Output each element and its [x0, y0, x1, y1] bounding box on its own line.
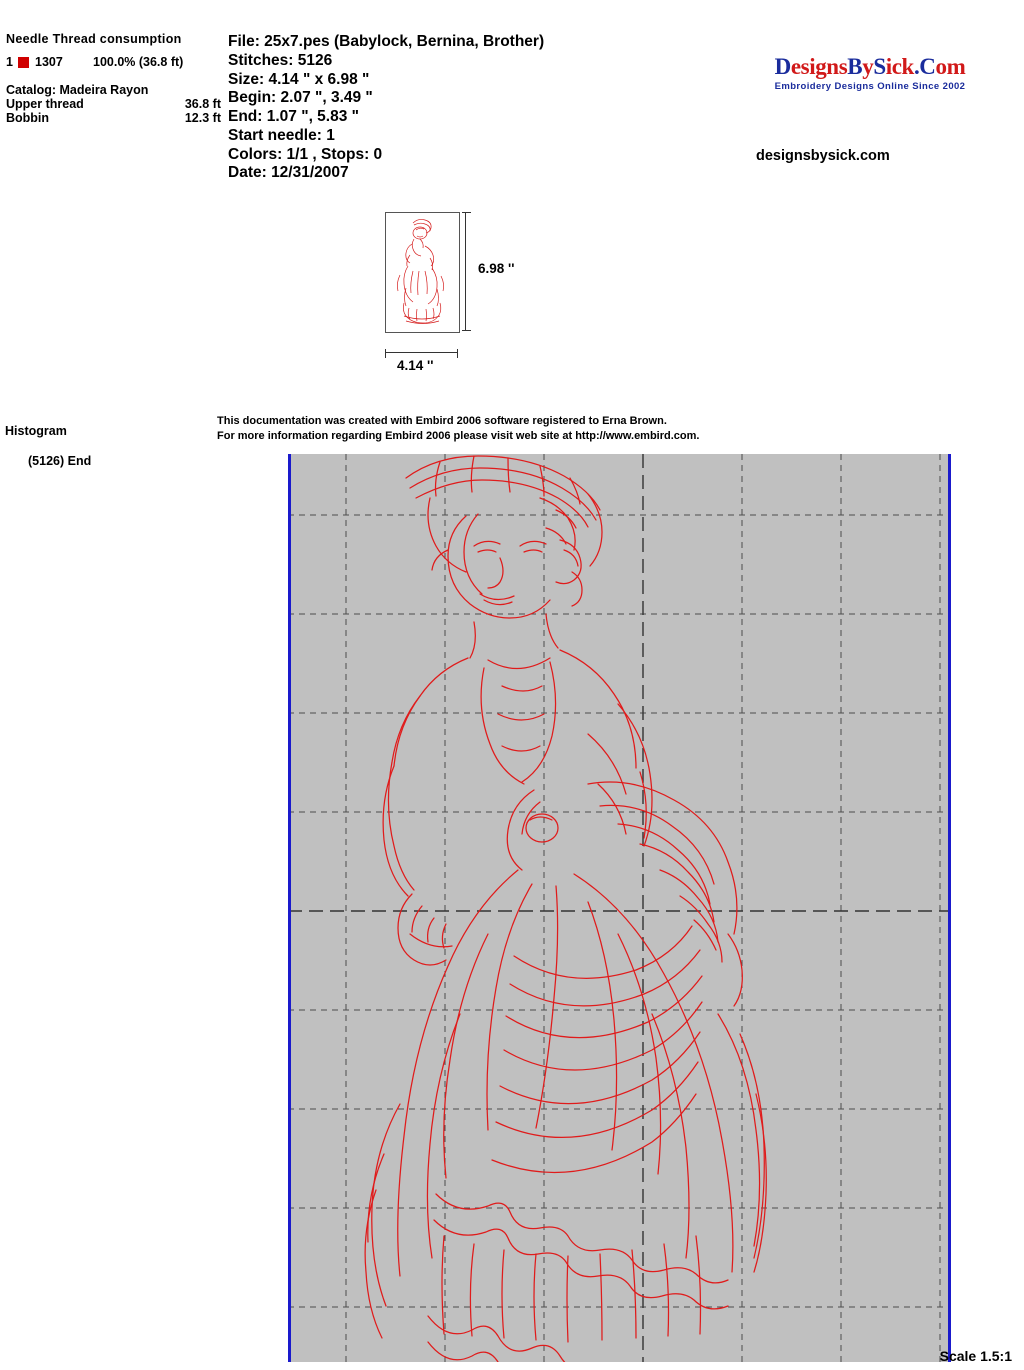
scale-label: Scale 1.5:1 [939, 1348, 1012, 1364]
histogram-end-label: (5126) End [28, 454, 92, 468]
site-url: designsbysick.com [756, 148, 890, 164]
canvas-left-border [288, 454, 291, 1362]
start-needle-line: Start needle: 1 [228, 126, 335, 144]
canvas-grid [288, 454, 951, 1362]
catalog-block [6, 83, 221, 125]
upper-thread-value: 36.8 ft [184, 97, 221, 111]
design-thumbnail [385, 212, 460, 333]
begin-line: Begin: 2.07 ", 3.49 " [228, 89, 373, 107]
histogram-title: Histogram [5, 424, 67, 438]
design-canvas [288, 454, 951, 1362]
logo-om: om [935, 54, 966, 79]
thread-code: 1307 [35, 55, 63, 69]
canvas-center-axes [288, 454, 951, 1362]
design-stitch-plot [288, 454, 951, 1362]
thread-percent: 100.0% (36.8 ft) [93, 55, 184, 69]
embird-note-line-1: This documentation was created with Embird 2006 software registered to Erna Brown. [217, 415, 667, 427]
logo-dot-c: .C [913, 54, 936, 79]
height-dimension-line [465, 212, 467, 331]
thread-color-swatch [18, 57, 29, 68]
logo-tagline: Embroidery Designs Online Since 2002 [774, 81, 966, 92]
logo-wordmark [745, 54, 995, 80]
file-name-line: File: 25x7.pes (Babylock, Bernina, Brother) [228, 33, 545, 50]
needle-row [6, 55, 221, 69]
canvas-right-border [948, 454, 951, 1362]
stitch-outline [365, 456, 766, 1362]
needle-panel-header: Needle Thread consumption [6, 32, 182, 46]
logo-letter-s: S [873, 54, 886, 79]
bobbin-label: Bobbin [6, 111, 50, 125]
stitches-line: Stitches: 5126 [228, 51, 333, 69]
bobbin-value: 12.3 ft [184, 111, 221, 125]
logo-letter-d: D [774, 54, 791, 79]
logo-letter-y: y [862, 54, 874, 79]
embird-note [217, 414, 699, 444]
size-line: Size: 4.14 " x 6.98 " [228, 70, 370, 88]
bobbin-line [6, 111, 221, 125]
logo-letter-b: B [847, 54, 863, 79]
width-dimension-label: 4.14 '' [397, 358, 434, 373]
end-line: End: 1.07 ", 5.83 " [228, 108, 360, 125]
needle-number: 1 [6, 55, 13, 69]
thumbnail-stitch-preview [386, 213, 457, 330]
height-dimension-label: 6.98 '' [478, 261, 515, 276]
brand-logo [745, 54, 995, 92]
catalog-name: Catalog: Madeira Rayon [6, 83, 149, 97]
colors-line: Colors: 1/1 , Stops: 0 [228, 145, 383, 163]
date-line: Date: 12/31/2007 [228, 164, 349, 182]
thread-consumption-panel [6, 32, 221, 125]
embird-note-line-2: For more information regarding Embird 2006 please visit web site at http://www.embird.com. [217, 429, 700, 442]
file-info-block [228, 33, 544, 183]
logo-esigns: esigns [790, 54, 848, 79]
logo-ick: ick [885, 54, 914, 79]
width-dimension-line [385, 352, 458, 354]
upper-thread-label: Upper thread [6, 97, 84, 111]
upper-thread-line [6, 97, 221, 111]
